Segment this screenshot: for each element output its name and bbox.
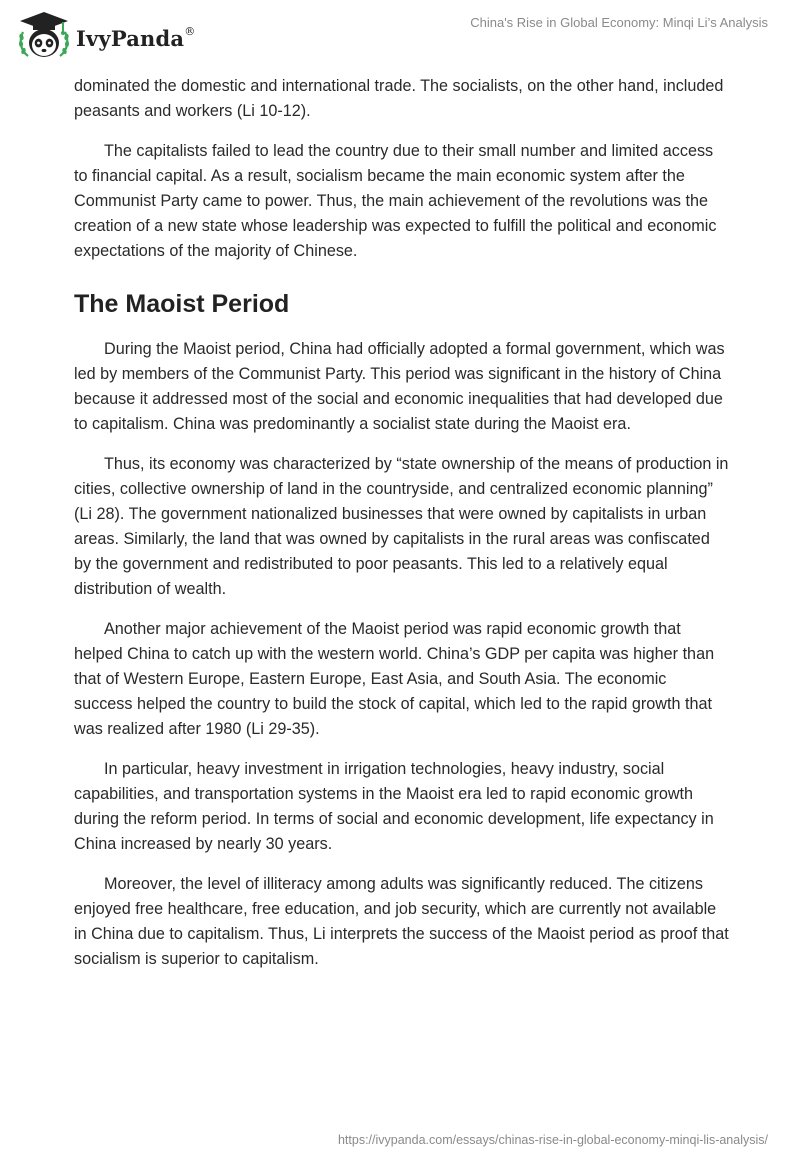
panda-graduate-icon	[16, 10, 72, 62]
paragraph: During the Maoist period, China had officially adopted a formal government, which was led by members of the Communist Party. This period was significant in the history of China because it addressed most of the social and economic inequalities that had developed due to capitalism. China was predominantly a socialist state during the Maoist era.	[74, 340, 725, 433]
paragraph-continued: dominated the domestic and international trade. The socialists, on the other hand, included peasants and workers (Li 10-12).	[74, 77, 724, 120]
paragraph: Moreover, the level of illiteracy among adults was significantly reduced. The citizens enjoyed free healthcare, free education, and job security, which are currently not available in China due to capitalism. Thus, Li interprets the success of the Maoist period as proof that socialism is superior to capitalism.	[74, 875, 729, 968]
paragraph: In particular, heavy investment in irrigation technologies, heavy industry, social capabilities, and transportation systems in the Maoist era led to rapid economic growth during the reform period. In terms of social and economic development, life expectancy in China increased by nearly 30 years.	[74, 760, 714, 853]
source-url-link[interactable]: https://ivypanda.com/essays/chinas-rise-in-global-economy-minqi-lis-analysis/	[337, 1133, 768, 1147]
section-heading: The Maoist Period	[74, 290, 290, 318]
essay-content	[74, 74, 729, 987]
ivypanda-logo[interactable]	[16, 10, 195, 62]
document-title: China's Rise in Global Economy: Minqi Li’s Analysis	[470, 15, 768, 30]
paragraph: The capitalists failed to lead the country due to their small number and limited access to financial capital. As a result, socialism became the main economic system after the Communist Party came to power. Thus, the main achievement of the revolutions was the creation of a new state whose leadership was expected to fulfill the political and economic expectations of the majority of Chinese.	[74, 142, 717, 260]
paragraph: Another major achievement of the Maoist period was rapid economic growth that helped China to catch up with the western world. China’s GDP per capita was higher than that of Western Europe, Eastern Europe, East Asia, and South Asia. The economic success helped the country to build the stock of capital, which led to the rapid growth that was realized after 1980 (Li 29-35).	[74, 620, 715, 738]
paragraph: Thus, its economy was characterized by “state ownership of the means of production in cities, collective ownership of land in the countryside, and centralized economic planning” (Li 28). The government nationalized businesses that were owned by capitalists in urban areas. Similarly, the land that was owned by capitalists in the rural areas was confiscated by the government and redistributed to poor peasants. This led to a relatively equal distribution of wealth.	[74, 455, 729, 598]
brand-name: IvyPanda®	[76, 24, 196, 51]
registered-mark: ®	[184, 24, 196, 38]
page-header	[0, 0, 800, 70]
